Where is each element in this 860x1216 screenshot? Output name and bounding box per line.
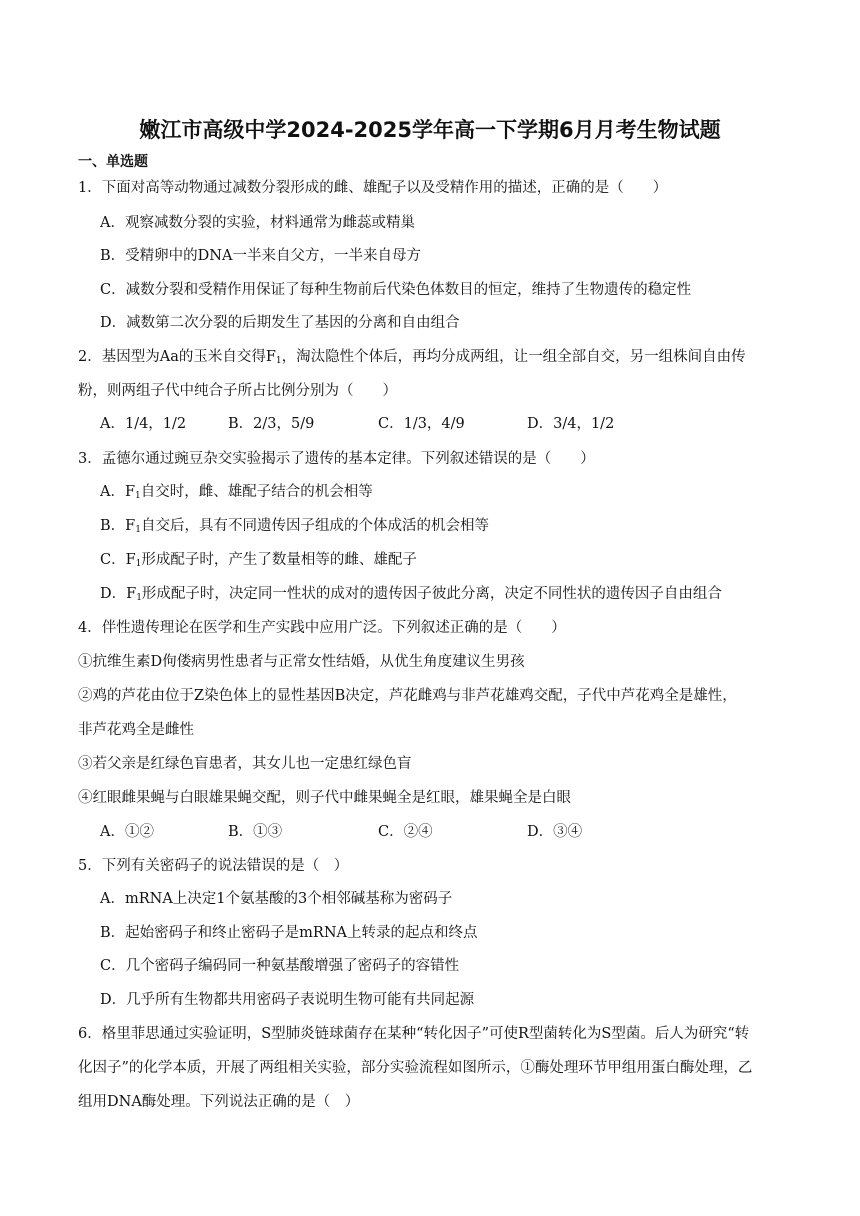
question-2-stem-cont: 粉，则两组子代中纯合子所占比例分别为（ ） — [78, 383, 397, 399]
question-2-option-c: C．1/3，4/9 — [378, 416, 465, 432]
question-3-option-c — [100, 550, 417, 574]
question-4-option-d: D．③④ — [527, 824, 583, 840]
question-4-options — [100, 822, 800, 842]
subscript: 1 — [135, 559, 142, 569]
option-text: 形成配子时，决定同一性状的成对的遗传因子彼此分离，决定不同性状的遗传因子自由组合 — [141, 586, 722, 602]
question-3-option-b — [100, 516, 489, 540]
question-1-option-b: B．受精卵中的DNA一半来自父方，一半来自母方 — [100, 248, 421, 264]
question-4-statement-3: ③若父亲是红绿色盲患者，其女儿也一定患红绿色盲 — [78, 756, 412, 772]
question-1-option-c: C．减数分裂和受精作用保证了每种生物前后代染色体数目的恒定，维持了生物遗传的稳定性 — [100, 282, 692, 298]
question-6-stem-cont: 组用DNA酶处理。下列说法正确的是（ ） — [78, 1094, 360, 1110]
option-text: A．F — [100, 484, 136, 500]
question-3-option-d — [100, 584, 722, 608]
question-2-option-d: D．3/4，1/2 — [527, 416, 615, 432]
question-4-statement-1: ①抗维生素D佝偻病男性患者与正常女性结婚，从优生角度建议生男孩 — [78, 654, 525, 670]
subscript: 1 — [135, 525, 141, 535]
question-3-option-a — [100, 482, 373, 506]
question-4-option-b: B．①③ — [228, 824, 283, 840]
question-1-option-a: A．观察减数分裂的实验，材料通常为雌蕊或精巢 — [100, 215, 415, 231]
page-title: 嫩江市高级中学2024-2025学年高一下学期6月月考生物试题 — [139, 118, 721, 142]
question-5-stem: 5．下列有关密码子的说法错误的是（ ） — [78, 858, 349, 874]
option-text: C．F — [100, 552, 136, 568]
question-6-stem-cont: 化因子”的化学本质，开展了两组相关实验，部分实验流程如图所示，①酶处理环节甲组用蛋白酶处理，乙 — [78, 1060, 753, 1076]
question-2-option-a: A．1/4，1/2 — [100, 416, 187, 432]
question-4-option-a: A．①② — [100, 824, 154, 840]
question-5-option-d: D．几乎所有生物都共用密码子表说明生物可能有共同起源 — [100, 992, 475, 1008]
subscript: 1 — [136, 593, 142, 603]
option-text: 形成配子时，产生了数量相等的雌、雄配子 — [141, 552, 417, 568]
option-text: 自交后，具有不同遗传因子组成的个体成活的机会相等 — [140, 518, 489, 534]
question-1-stem: 1．下面对高等动物通过减数分裂形成的雌、雄配子以及受精作用的描述，正确的是（ ） — [78, 180, 668, 196]
question-1-option-d: D．减数第二次分裂的后期发生了基因的分离和自由组合 — [100, 315, 460, 331]
question-6-stem: 6．格里菲思通过实验证明，S型肺炎链球菌存在某种“转化因子”可使R型菌转化为S型菌。后人为研究“转 — [78, 1026, 750, 1042]
question-4-statement-2: ②鸡的芦花由位于Z染色体上的显性基因B决定，芦花雌鸡与非芦花雄鸡交配，子代中芦花鸡全是雄性， — [78, 688, 737, 704]
question-4-option-c: C．②④ — [378, 824, 433, 840]
question-4-statement-4: ④红眼雌果蝇与白眼雄果蝇交配，则子代中雌果蝇全是红眼，雄果蝇全是白眼 — [78, 790, 571, 806]
subscript: 1 — [135, 491, 141, 501]
question-4-stem: 4．伴性遗传理论在医学和生产实践中应用广泛。下列叙述正确的是（ ） — [78, 620, 566, 636]
subscript: 1 — [275, 356, 282, 366]
question-2-options — [100, 414, 800, 434]
option-text: 自交时，雌、雄配子结合的机会相等 — [140, 484, 373, 500]
option-text: B．F — [100, 518, 136, 534]
question-3-stem: 3．孟德尔通过豌豆杂交实验揭示了遗传的基本定律。下列叙述错误的是（ ） — [78, 451, 595, 467]
option-text: D．F — [100, 586, 137, 602]
question-4-statement-2-cont: 非芦花鸡全是雌性 — [78, 722, 194, 738]
question-5-option-b: B．起始密码子和终止密码子是mRNA上转录的起点和终点 — [100, 925, 478, 941]
question-2-stem-part: 2．基因型为Aa的玉米自交得F — [78, 349, 276, 365]
question-5-option-c: C．几个密码子编码同一种氨基酸增强了密码子的容错性 — [100, 958, 460, 974]
section-heading: 一、单选题 — [78, 154, 148, 170]
question-2-stem — [78, 347, 746, 371]
question-2-stem-part: ，淘汰隐性个体后，再均分成两组，让一组全部自交，另一组株间自由传 — [281, 349, 746, 365]
question-5-option-a: A．mRNA上决定1个氨基酸的3个相邻碱基称为密码子 — [100, 891, 453, 907]
question-2-option-b: B．2/3，5/9 — [228, 416, 315, 432]
